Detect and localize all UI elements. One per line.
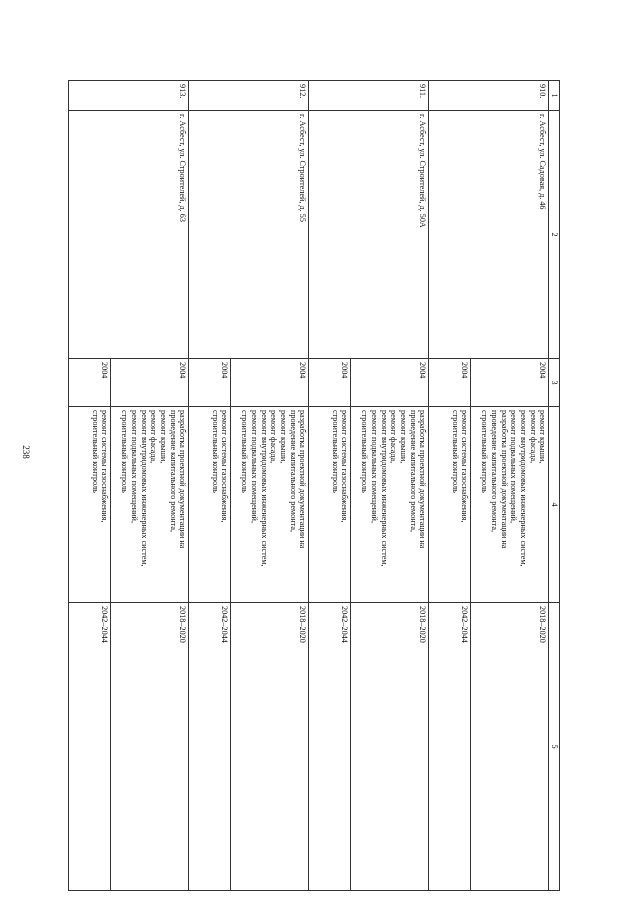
work-item: строительный контроль xyxy=(480,410,490,493)
commissioning-year: 2004 xyxy=(351,359,429,407)
works-list xyxy=(309,407,351,603)
work-item: проведение капитального ремонта, xyxy=(288,410,298,533)
planned-period: 2018–2020 xyxy=(111,603,189,891)
work-item: строительный контроль xyxy=(360,410,370,493)
table-row xyxy=(111,81,189,891)
table-row xyxy=(471,81,549,891)
work-item: ремонт подвальных помещений, xyxy=(249,410,259,523)
commissioning-year: 2004 xyxy=(231,359,309,407)
planned-period: 2018–2020 xyxy=(351,603,429,891)
planned-period: 2042–2044 xyxy=(309,603,351,891)
column-number: 3 xyxy=(549,359,560,407)
planned-period: 2018–2020 xyxy=(231,603,309,891)
work-item: ремонт крыши, xyxy=(158,410,168,464)
building-address: г. Асбест, ул. Строителей, д. 50А xyxy=(309,111,429,359)
planned-period: 2042–2044 xyxy=(189,603,231,891)
commissioning-year: 2004 xyxy=(309,359,351,407)
works-list xyxy=(189,407,231,603)
row-number: 911. xyxy=(309,81,429,111)
work-item: строительный контроль xyxy=(210,410,220,493)
work-item: строительный контроль xyxy=(450,410,460,493)
work-item: ремонт фасада, xyxy=(389,410,399,464)
repair-schedule-table xyxy=(68,80,560,891)
column-number: 1 xyxy=(549,81,560,111)
work-item: строительный контроль xyxy=(90,410,100,493)
work-item: разработка проектной документации на xyxy=(418,410,428,549)
work-item: ремонт фасада, xyxy=(528,410,538,464)
table-row xyxy=(231,81,309,891)
work-item: ремонт внутридомовых инженерных систем, xyxy=(259,410,269,567)
work-item: ремонт подвальных помещений, xyxy=(369,410,379,523)
work-item: разработка проектной документации на xyxy=(499,410,509,549)
row-number: 910. xyxy=(429,81,549,111)
row-number: 912. xyxy=(189,81,309,111)
table-row xyxy=(351,81,429,891)
planned-period: 2018–2020 xyxy=(471,603,549,891)
works-list xyxy=(471,407,549,603)
column-number: 2 xyxy=(549,111,560,359)
work-item: ремонт внутридомовых инженерных систем, xyxy=(379,410,389,567)
works-list xyxy=(351,407,429,603)
work-item: ремонт фасада, xyxy=(269,410,279,464)
work-item: ремонт системы газоснабжения, xyxy=(220,410,230,523)
works-list xyxy=(429,407,471,603)
planned-period: 2042–2044 xyxy=(429,603,471,891)
building-address: г. Асбест, ул. Строителей, д. 55 xyxy=(189,111,309,359)
work-item: ремонт системы газоснабжения, xyxy=(100,410,110,523)
works-list xyxy=(111,407,189,603)
commissioning-year: 2004 xyxy=(69,359,111,407)
work-item: проведение капитального ремонта, xyxy=(489,410,499,533)
work-item: строительный контроль xyxy=(120,410,130,493)
works-list xyxy=(231,407,309,603)
work-item: ремонт крыши, xyxy=(538,410,548,464)
work-item: проведение капитального ремонта, xyxy=(168,410,178,533)
row-number: 913. xyxy=(69,81,189,111)
work-item: разработка проектной документации на xyxy=(178,410,188,549)
work-item: ремонт внутридомовых инженерных систем, xyxy=(139,410,149,567)
work-item: ремонт крыши, xyxy=(278,410,288,464)
work-item: ремонт системы газоснабжения, xyxy=(340,410,350,523)
building-address: г. Асбест, ул. Садовая, д. 46 xyxy=(429,111,549,359)
commissioning-year: 2004 xyxy=(189,359,231,407)
table-body xyxy=(69,81,549,891)
work-item: ремонт крыши, xyxy=(398,410,408,464)
work-item: проведение капитального ремонта, xyxy=(408,410,418,533)
commissioning-year: 2004 xyxy=(111,359,189,407)
works-list xyxy=(69,407,111,603)
work-item: ремонт подвальных помещений, xyxy=(509,410,519,523)
column-number: 4 xyxy=(549,407,560,603)
work-item: ремонт внутридомовых инженерных систем, xyxy=(518,410,528,567)
column-number-row xyxy=(549,81,560,891)
commissioning-year: 2004 xyxy=(429,359,471,407)
work-item: разработка проектной документации на xyxy=(298,410,308,549)
column-number: 5 xyxy=(549,603,560,891)
page-number: 238 xyxy=(21,445,31,459)
work-item: строительный контроль xyxy=(330,410,340,493)
building-address: г. Асбест, ул. Строителей, д. 63 xyxy=(69,111,189,359)
work-item: ремонт подвальных помещений, xyxy=(129,410,139,523)
work-item: строительный контроль xyxy=(240,410,250,493)
rotated-table-container xyxy=(80,80,560,890)
commissioning-year: 2004 xyxy=(471,359,549,407)
work-item: ремонт фасада, xyxy=(149,410,159,464)
work-item: ремонт системы газоснабжения, xyxy=(460,410,470,523)
planned-period: 2042–2044 xyxy=(69,603,111,891)
